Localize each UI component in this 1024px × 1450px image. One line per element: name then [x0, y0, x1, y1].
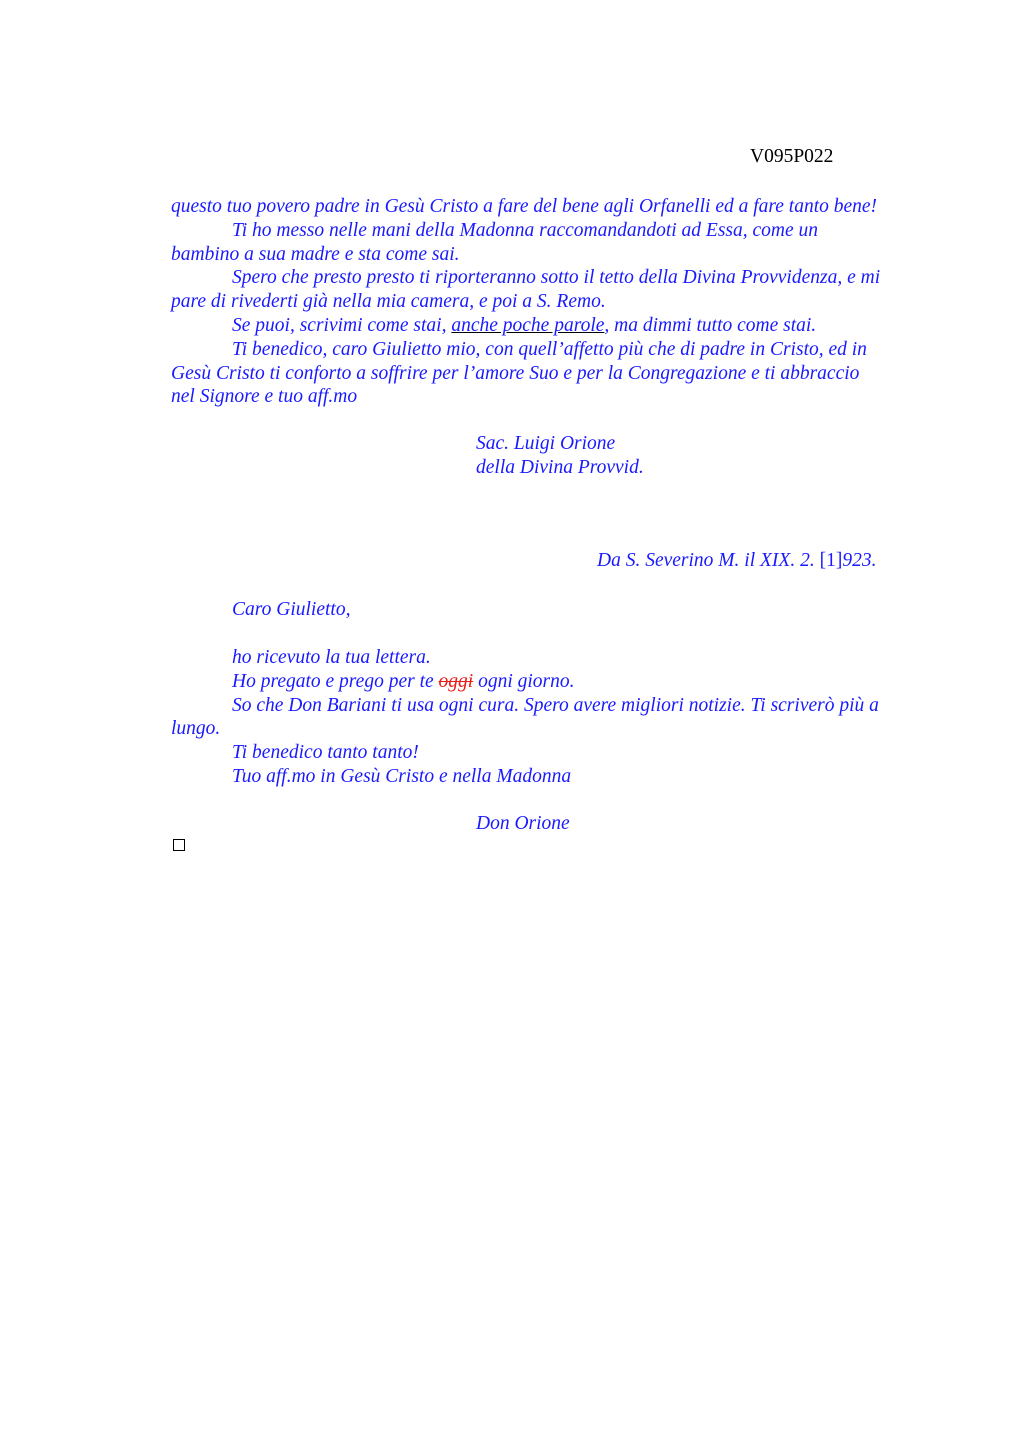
letter-2-line-5: Ti benedico tanto tanto! — [232, 742, 419, 764]
letter-2-salutation: Caro Giulietto, — [232, 599, 351, 620]
letter-1-line-6-start: Se puoi, scrivimi come stai, — [232, 314, 452, 336]
page-code: V095P022 — [750, 146, 834, 167]
letter-1-line-8: Gesù Cristo ti conforto a soffrire per l’amore Suo e per la Congregazione e ti abbraccio — [171, 362, 860, 384]
struck-word: oggi — [438, 670, 474, 692]
letter-2-salutation-block — [171, 598, 931, 622]
letter-2-line-4: lungo. — [171, 718, 221, 740]
letter-2-body — [171, 646, 931, 789]
underlined-phrase-text: anche poche parole — [451, 314, 605, 336]
signature-name: Sac. Luigi Orione — [476, 433, 616, 454]
letter-2-line-2 — [171, 670, 931, 694]
letter-1-line-6-end: , ma dimmi tutto come stai. — [604, 314, 817, 336]
underlined-phrase — [451, 315, 604, 336]
letter-1-line-1: questo tuo povero padre in Gesù Cristo a fare del bene agli Orfanelli ed a fare tanto bene! — [171, 196, 878, 217]
letter-1-line-4: Spero che presto presto ti riporteranno sotto il tetto della Divina Provvidenza, e mi — [232, 267, 881, 289]
date-editorial-bracket: [1] — [819, 550, 843, 571]
letter-2-line-3: So che Don Bariani ti usa ogni cura. Spero avere migliori notizie. Ti scriverò più a — [232, 694, 879, 716]
empty-square-icon — [173, 839, 185, 851]
date-end: 923. — [842, 550, 877, 571]
letter-1-line-3: bambino a sua madre e sta come sai. — [171, 243, 460, 265]
letter-2-line-6: Tuo aff.mo in Gesù Cristo e nella Madonna — [232, 765, 572, 787]
letter-1-line-9: nel Signore e tuo aff.mo — [171, 386, 358, 408]
letter-1-body — [171, 195, 931, 409]
letter-2-signature: Don Orione — [476, 813, 570, 834]
letter-2-line-2-end: ogni giorno. — [473, 670, 575, 692]
letter-1-line-2: Ti ho messo nelle mani della Madonna raccomandandoti ad Essa, come un — [232, 219, 819, 241]
date-start: Da S. Severino M. il XIX. 2. — [597, 550, 820, 571]
signature-title: della Divina Provvid. — [476, 456, 644, 478]
letter-2-date — [597, 550, 876, 572]
letter-1-line-5: pare di rivederti già nella mia camera, e poi a S. Remo. — [171, 291, 606, 313]
letter-1-line-6 — [171, 314, 931, 338]
letter-1-signature — [476, 432, 644, 480]
letter-1-line-7: Ti benedico, caro Giulietto mio, con quell’affetto più che di padre in Cristo, ed in — [232, 338, 867, 360]
letter-2-line-1: ho ricevuto la tua lettera. — [232, 647, 431, 668]
letter-2-line-2-start: Ho pregato e prego per te — [232, 670, 439, 692]
